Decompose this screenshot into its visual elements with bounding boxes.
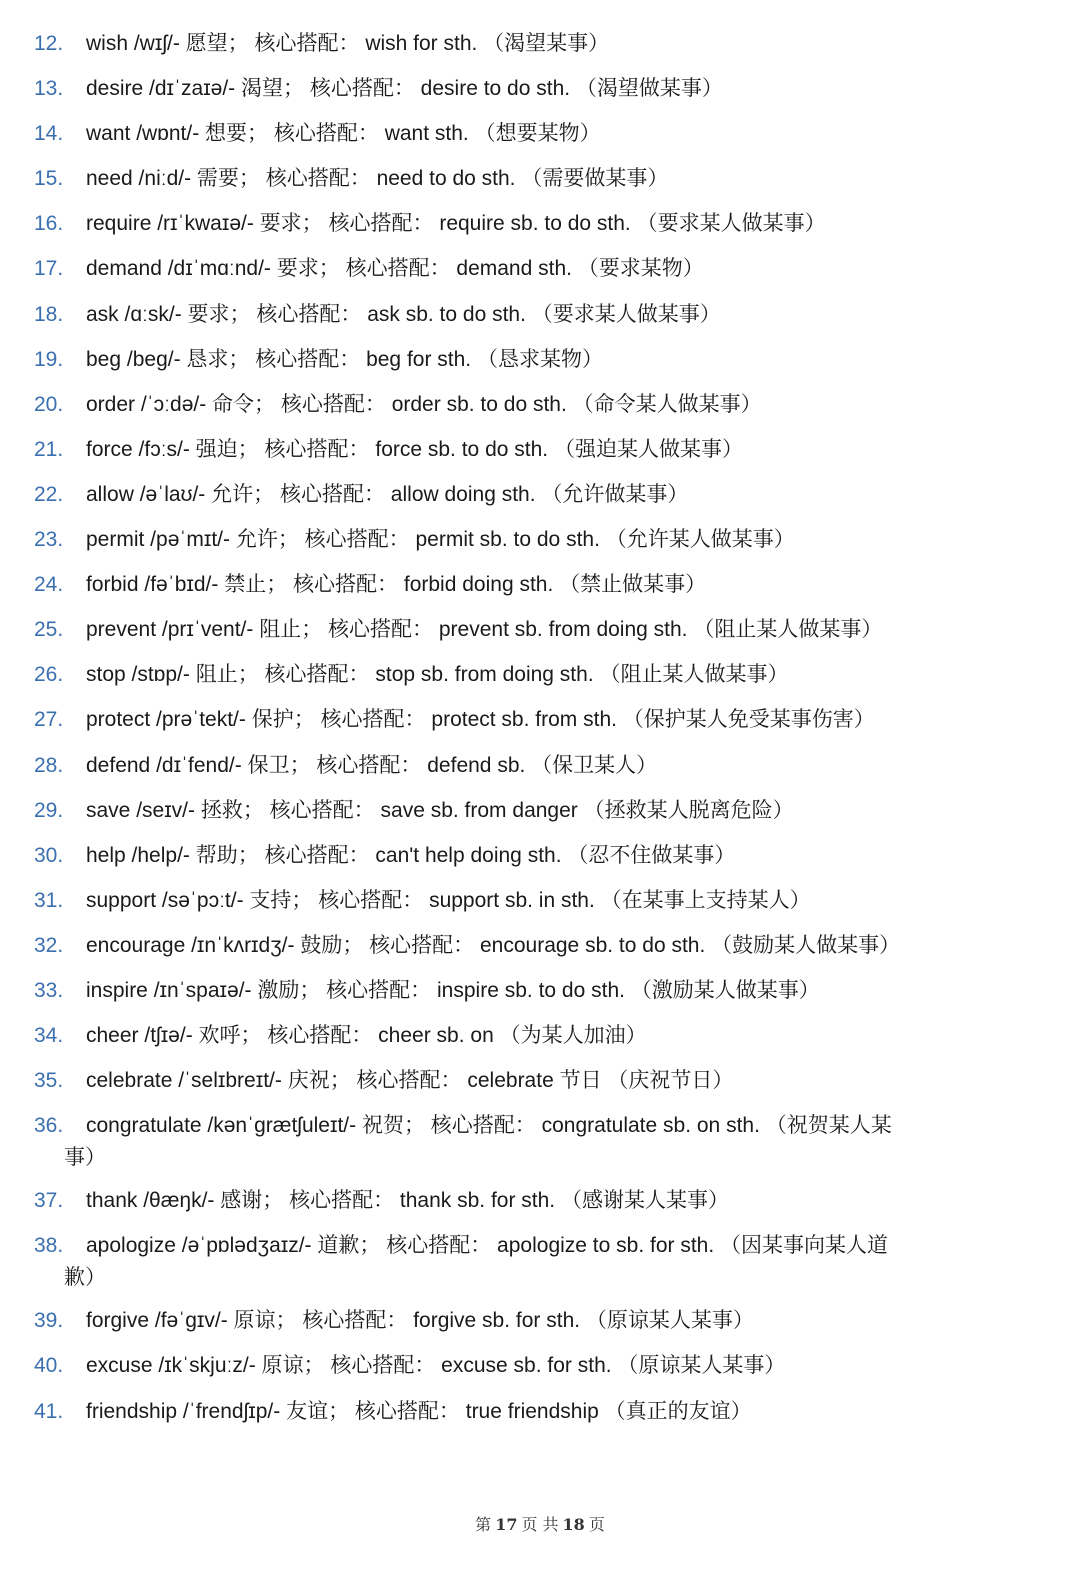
footer-suffix: 页 [588,1515,605,1534]
entry-text: ask /ɑːsk/- 要求； 核心搭配： ask sb. to do sth. （要求某人做某事） [86,302,721,326]
footer-middle: 页 共 [521,1515,559,1534]
entry-text: need /niːd/- 需要； 核心搭配： need to do sth. （需要做某事） [86,167,669,191]
list-item [0,163,966,195]
entry-number: 33. [34,978,64,1002]
entry-number: 25. [34,618,64,642]
entry-number: 19. [34,347,64,371]
entry-number: 18. [34,302,64,326]
current-page-number: 17 [495,1515,518,1534]
entry-text: force /fɔːs/- 强迫； 核心搭配： force sb. to do sth. （强迫某人做某事） [86,437,743,461]
entry-number: 23. [34,528,64,552]
list-item [0,434,966,466]
entry-number: 20. [34,392,64,416]
entry-text: congratulate /kənˈgrætʃuleɪt/- 祝贺； 核心搭配： congratulate sb. on sth. （祝贺某人某 [86,1114,892,1138]
entry-number: 16. [34,212,64,236]
vocab-list [0,28,1080,1441]
entry-number: 40. [34,1354,64,1378]
entry-text: cheer /tʃɪə/- 欢呼； 核心搭配： cheer sb. on （为某人加油） [86,1024,647,1048]
entry-text: save /seɪv/- 拯救； 核心搭配： save sb. from danger （拯救某人脱离危险） [86,798,794,822]
list-item [0,28,966,60]
list-item [0,795,966,827]
list-item [0,885,966,917]
entry-number: 15. [34,167,64,191]
entry-number: 32. [34,933,64,957]
list-item [0,344,966,376]
entry-text: celebrate /ˈselɪbreɪt/- 庆祝； 核心搭配： celebrate 节日 （庆祝节日） [86,1069,734,1093]
entry-text: desire /dɪˈzaɪə/- 渴望； 核心搭配： desire to do sth. （渴望做某事） [86,77,723,101]
entry-number: 27. [34,708,64,732]
entry-number: 37. [34,1189,64,1213]
entry-number: 38. [34,1234,64,1258]
list-item [0,614,966,646]
list-item [0,930,966,962]
entry-text: beg /beg/- 恳求； 核心搭配： beg for sth. （恳求某物） [86,347,603,371]
entry-number: 22. [34,482,64,506]
entry-number: 34. [34,1024,64,1048]
list-item [0,524,966,556]
entry-text: excuse /ɪkˈskjuːz/- 原谅； 核心搭配： excuse sb. for sth. （原谅某人某事） [86,1354,786,1378]
entry-text: thank /θæŋk/- 感谢； 核心搭配： thank sb. for sth. （感谢某人某事） [86,1189,729,1213]
entry-number: 24. [34,573,64,597]
entry-text: apologize /əˈpɒlədʒaɪz/- 道歉； 核心搭配： apologize to sb. for sth. （因某事向某人道 [86,1234,889,1258]
list-item [0,704,966,736]
entry-text: allow /əˈlaʊ/- 允许； 核心搭配： allow doing sth. （允许做某事） [86,482,689,506]
total-page-number: 18 [562,1515,585,1534]
entry-text: stop /stɒp/- 阻止； 核心搭配： stop sb. from doing sth. （阻止某人做某事） [86,663,789,687]
list-item [0,253,966,285]
entry-number: 35. [34,1069,64,1093]
entry-number: 26. [34,663,64,687]
page-footer [0,1512,1080,1535]
entry-text: forgive /fəˈgɪv/- 原谅； 核心搭配： forgive sb. for sth. （原谅某人某事） [86,1309,754,1333]
entry-text: demand /dɪˈmɑːnd/- 要求； 核心搭配： demand sth. （要求某物） [86,257,704,281]
list-item [0,975,966,1007]
entry-text: friendship /ˈfrendʃɪp/- 友谊； 核心搭配： true friendship （真正的友谊） [86,1399,752,1423]
list-item [0,299,966,331]
entry-text: help /help/- 帮助； 核心搭配： can't help doing sth. （忍不住做某事） [86,843,736,867]
list-item [0,73,966,105]
entry-number: 31. [34,888,64,912]
entry-text: order /ˈɔːdə/- 命令； 核心搭配： order sb. to do sth. （命令某人做某事） [86,392,762,416]
list-item [0,1020,966,1052]
list-item [0,569,966,601]
entry-number: 30. [34,843,64,867]
entry-text: forbid /fəˈbɪd/- 禁止； 核心搭配： forbid doing sth. （禁止做某事） [86,573,707,597]
entry-number: 36. [34,1114,64,1138]
entry-text: encourage /ɪnˈkʌrɪdʒ/- 鼓励； 核心搭配： encourage sb. to do sth. （鼓励某人做某事） [86,933,901,957]
entry-text: support /səˈpɔːt/- 支持； 核心搭配： support sb. in sth. （在某事上支持某人） [86,888,811,912]
list-item [0,1305,966,1337]
list-item [0,389,966,421]
list-item [0,208,966,240]
entry-text: want /wɒnt/- 想要； 核心搭配： want sth. （想要某物） [86,122,601,146]
footer-prefix: 第 [475,1515,492,1534]
entry-text: inspire /ɪnˈspaɪə/- 激励； 核心搭配： inspire sb. to do sth. （激励某人做某事） [86,978,820,1002]
entry-number: 17. [34,257,64,281]
entry-number: 14. [34,122,64,146]
list-item [0,1350,966,1382]
list-item [0,750,966,782]
list-item [0,659,966,691]
entry-text: protect /prəˈtekt/- 保护； 核心搭配： protect sb. from sth. （保护某人免受某事伤害） [86,708,875,732]
entry-number: 12. [34,32,64,55]
list-item [0,1185,966,1217]
entry-text: require /rɪˈkwaɪə/- 要求； 核心搭配： require sb. to do sth. （要求某人做某事） [86,212,826,236]
list-item [0,1065,966,1097]
entry-text: wish /wɪʃ/- 愿望； 核心搭配： wish for sth. （渴望某事） [86,32,610,55]
list-item [0,118,966,150]
entry-number: 41. [34,1399,64,1423]
list-item [0,1230,966,1294]
list-item [0,479,966,511]
entry-text: defend /dɪˈfend/- 保卫； 核心搭配： defend sb. （保卫某人） [86,753,658,777]
entry-text: prevent /prɪˈvent/- 阻止； 核心搭配： prevent sb. from doing sth. （阻止某人做某事） [86,618,883,642]
list-item [0,840,966,872]
entry-text-continuation: 事） [64,1146,106,1170]
entry-number: 21. [34,437,64,461]
list-item [0,1110,966,1174]
entry-number: 13. [34,77,64,101]
entry-number: 28. [34,753,64,777]
entry-number: 39. [34,1309,64,1333]
list-item [0,1396,966,1428]
entry-text: permit /pəˈmɪt/- 允许； 核心搭配： permit sb. to do sth. （允许某人做某事） [86,528,795,552]
entry-number: 29. [34,798,64,822]
entry-text-continuation: 歉） [64,1266,106,1290]
